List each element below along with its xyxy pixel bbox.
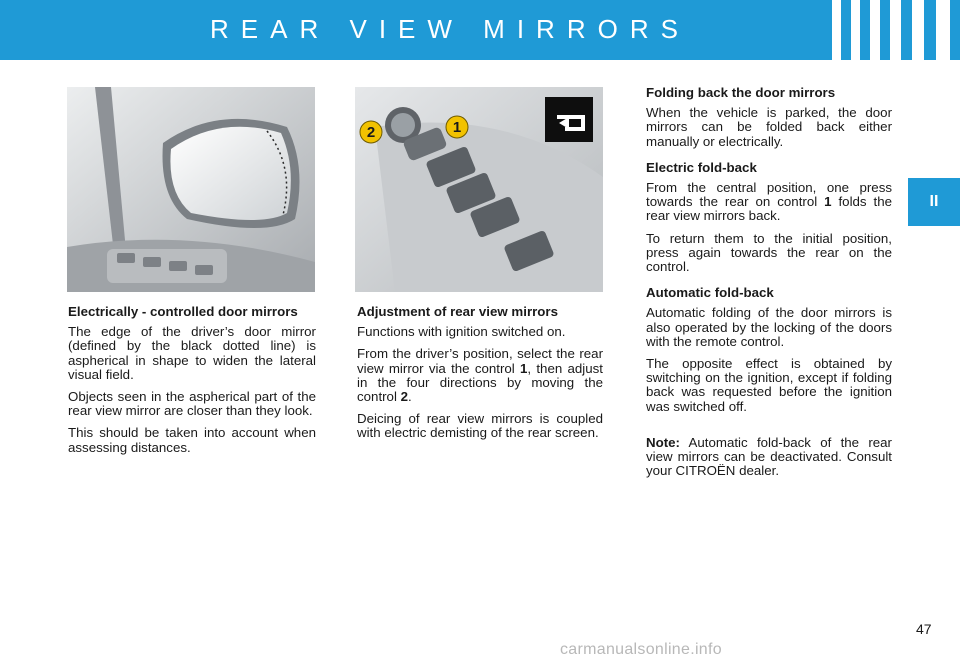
column-electric-mirrors — [68, 305, 316, 463]
column-adjustment — [357, 305, 603, 449]
page-number: 47 — [916, 621, 932, 637]
paragraph: Automatic folding of the door mirrors is also operated by the locking of the doors with the remote control. — [646, 305, 892, 349]
paragraph: When the vehicle is parked, the door mirrors can be folded back either manually or electrically. — [646, 105, 892, 149]
paragraph: From the driver’s position, select the rear view mirror via the control 1, then adjust in the four directions by moving the control 2. — [357, 346, 603, 405]
door-mirror-photo — [67, 87, 315, 292]
paragraph: Deicing of rear view mirrors is coupled with electric demisting of the rear screen. — [357, 411, 603, 441]
page-title: REAR VIEW MIRRORS — [210, 14, 690, 44]
paragraph: From the central position, one press towards the rear on control 1 folds the rear view mirrors back. — [646, 180, 892, 224]
paragraph: This should be taken into account when assessing distances. — [68, 425, 316, 455]
paragraph: Objects seen in the aspherical part of the rear view mirror are closer than they look. — [68, 389, 316, 419]
heading-folding: Folding back the door mirrors — [646, 85, 836, 100]
column-folding — [646, 86, 892, 486]
note: Note: Automatic fold-back of the rear view mirrors can be deactivated. Consult your CITROËN dealer. — [646, 434, 892, 479]
paragraph: Functions with ignition switched on. — [357, 324, 566, 340]
header-bar — [0, 0, 960, 60]
watermark: carmanualsonline.info — [560, 641, 722, 658]
section-tab: II — [908, 178, 960, 226]
heading-adjustment: Adjustment of rear view mirrors — [357, 304, 558, 319]
heading-electric-foldback: Electric fold-back — [646, 159, 757, 175]
paragraph: The edge of the driver’s door mirror (defined by the black dotted line) is aspherical in shape to widen the lateral visual field. — [68, 324, 316, 382]
callout-2: 2 — [366, 124, 376, 141]
paragraph: To return them to the initial position, press again towards the rear on the control. — [646, 230, 892, 275]
mirror-control-photo — [355, 87, 603, 292]
callout-1: 1 — [452, 119, 462, 136]
heading-automatic-foldback: Automatic fold-back — [646, 285, 774, 301]
heading-electric-mirrors: Electrically - controlled door mirrors — [68, 304, 298, 319]
paragraph: The opposite effect is obtained by switching on the ignition, except if folding back was requested before the ignition was switched off. — [646, 356, 892, 414]
